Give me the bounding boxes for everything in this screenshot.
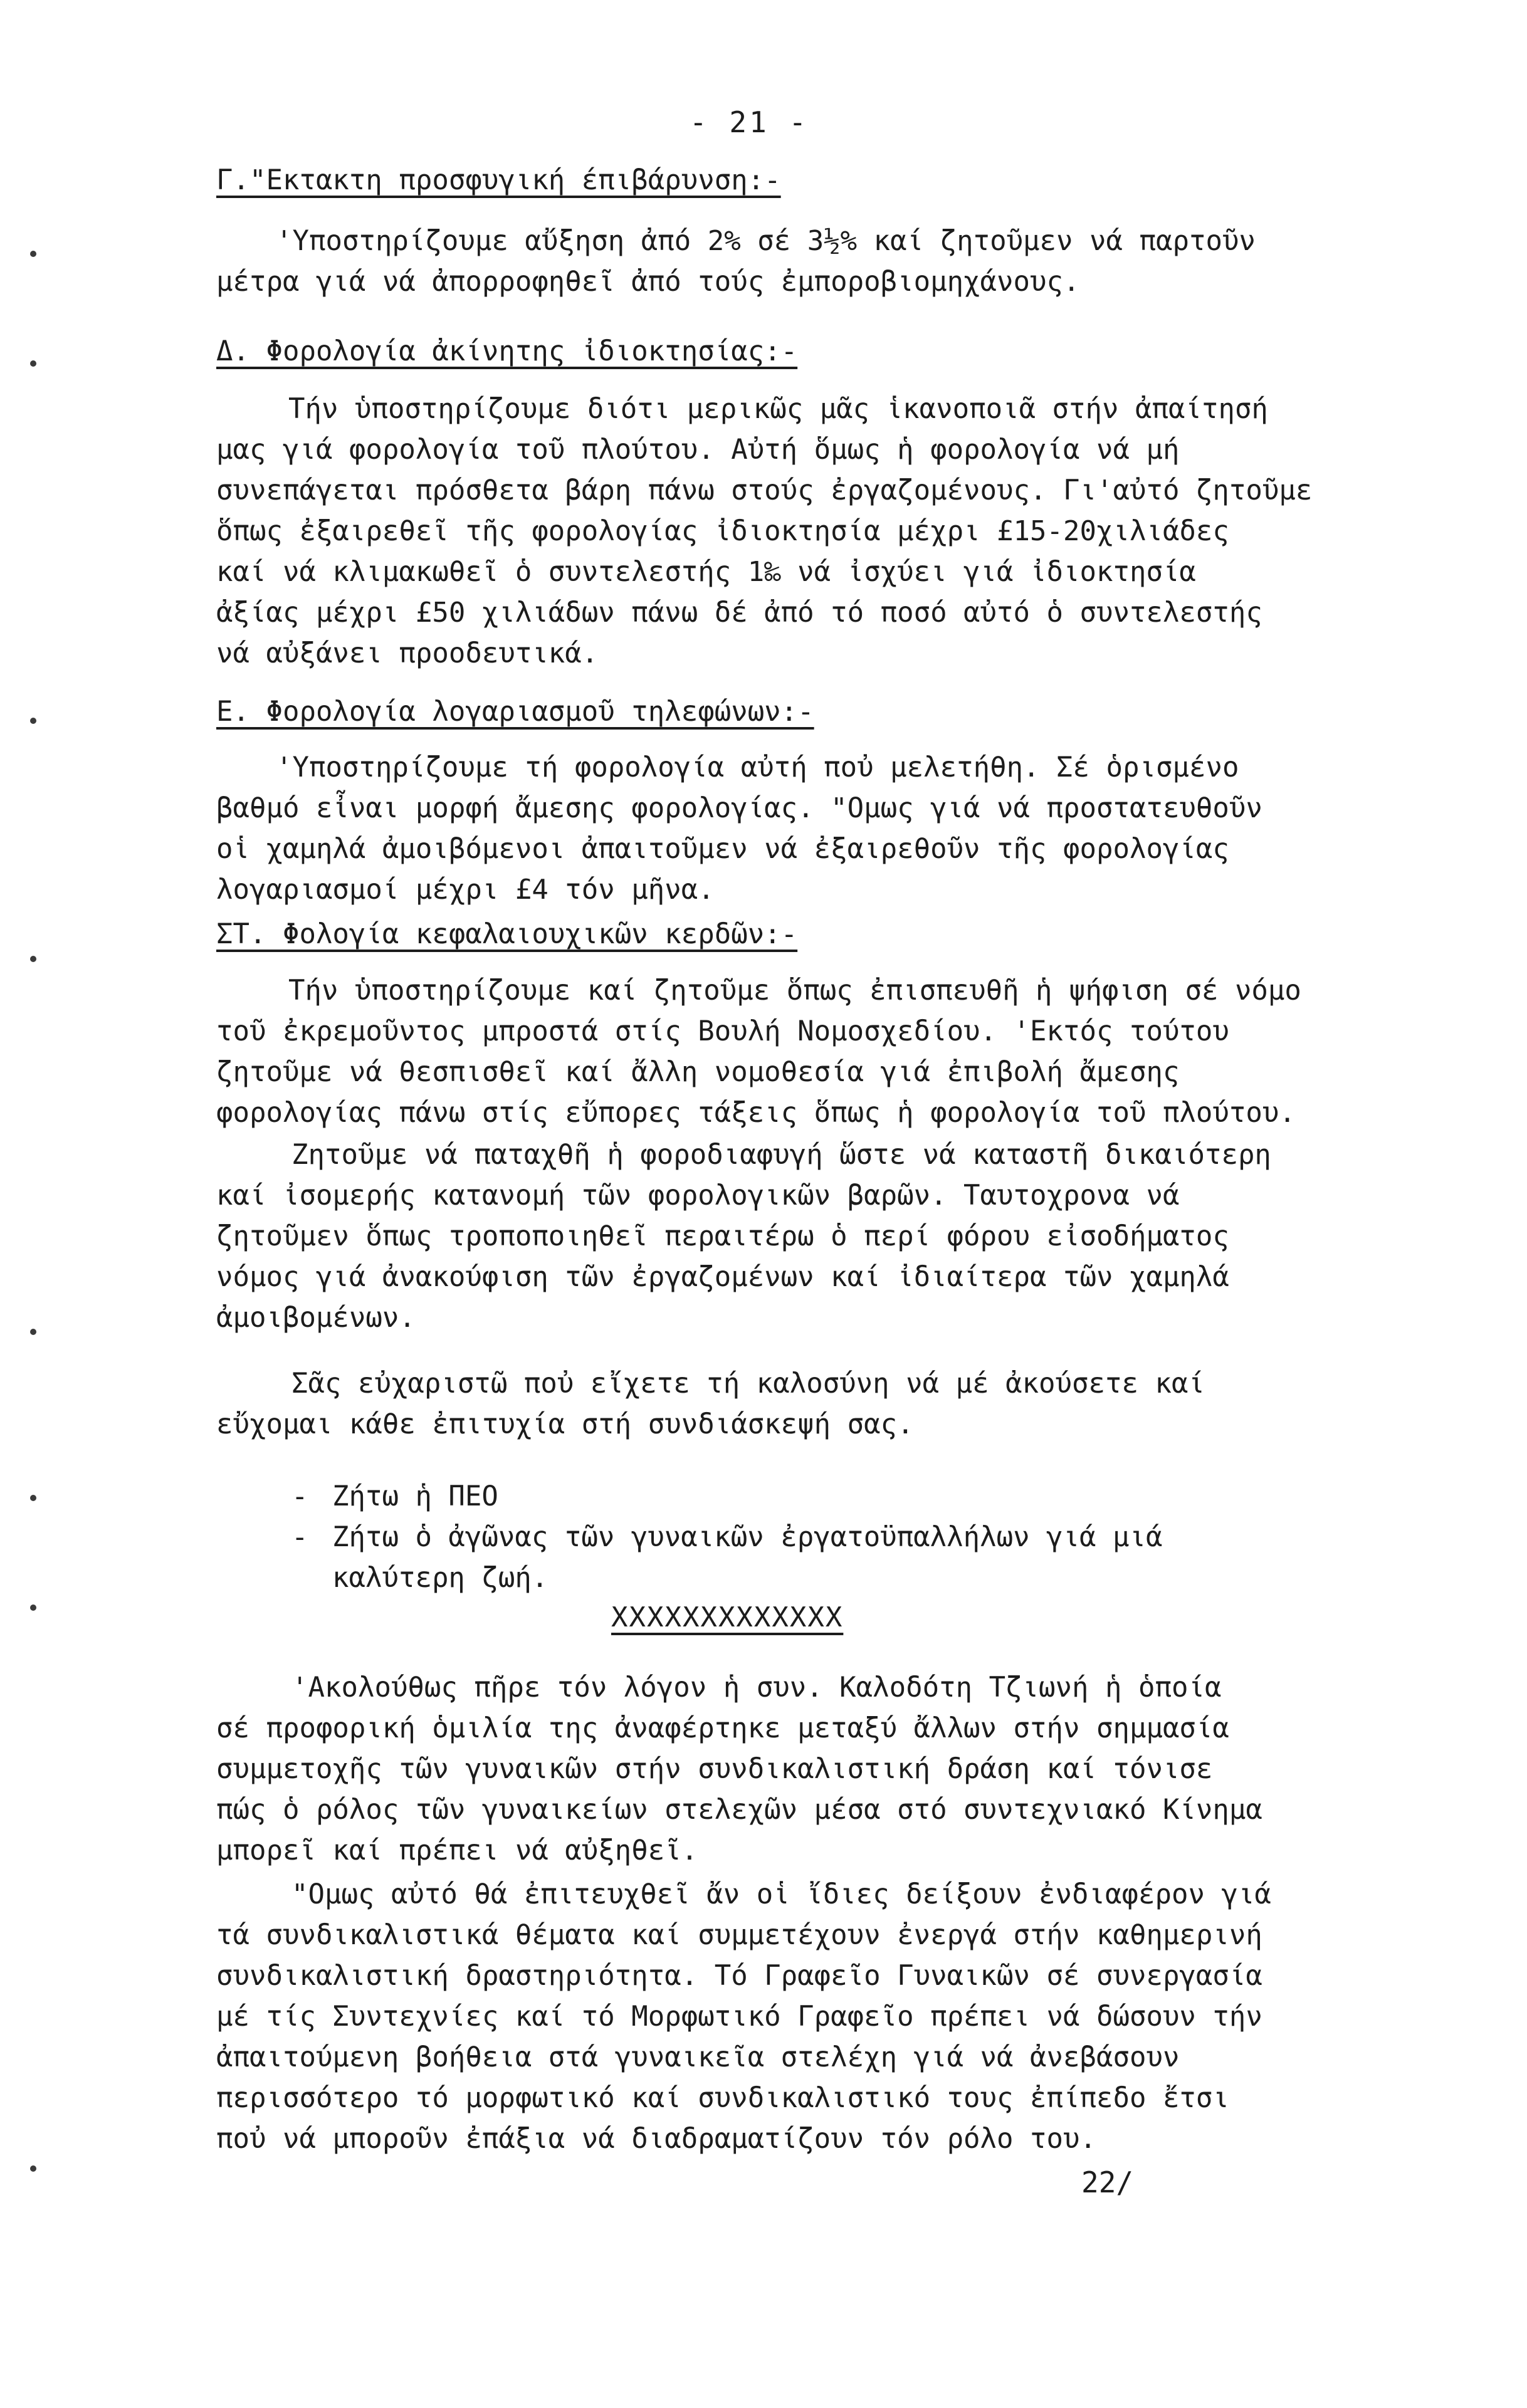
dash-bullet: -: [291, 1521, 308, 1553]
text-line: τά συνδικαλιστικά θέματα καί συμμετέχουν ἐνεργά στήν καθημερινή: [216, 1919, 1262, 1951]
text-line: περισσότερο τό μορφωτικό καί συνδικαλιστικό τους ἐπίπεδο ἔτσι: [216, 2082, 1229, 2114]
scan-speck: [30, 2165, 36, 2172]
text-line: λογαριασμοί μέχρι £4 τόν μῆνα.: [216, 874, 715, 906]
page-number: - 21 -: [690, 105, 809, 139]
slogan-text: Ζήτω ἡ ΠΕΟ: [332, 1480, 498, 1512]
text-line: ποὐ νά μποροῦν ἐπάξια νά διαδραματίζουν τόν ρόλο του.: [216, 2123, 1096, 2155]
scan-speck: [30, 1604, 36, 1611]
continuation-marker: 22/: [1081, 2165, 1134, 2199]
section-heading-sigma-tau: ΣΤ. Φολογία κεφαλαιουχικῶν κερδῶν:-: [216, 918, 798, 950]
text-line: εὔχομαι κάθε ἐπιτυχία στή συνδιάσκεψή σας.: [216, 1408, 914, 1440]
scan-speck: [30, 718, 36, 724]
text-line: μέ τίς Συντεχνίες καί τό Μορφωτικό Γραφεῖο πρέπει νά δώσουν τήν: [216, 2001, 1262, 2033]
text-line: συμμετοχῆς τῶν γυναικῶν στήν συνδικαλιστική δράση καί τόνισε: [216, 1753, 1213, 1785]
dash-bullet: -: [291, 1480, 308, 1512]
text-line: 'Υποστηρίζουμε αὔξηση ἀπό 2% σέ 3½% καί ζητοῦμεν νά παρτοῦν: [276, 225, 1256, 257]
section-heading-epsilon: Ε. Φορολογία λογαριασμοῦ τηλεφώνων:-: [216, 696, 814, 728]
text-line: ζητοῦμεν ὅπως τροποποιηθεῖ περαιτέρω ὁ περί φόρου εἰσοδήματος: [216, 1220, 1229, 1252]
text-line: σέ προφορική ὁμιλία της ἀναφέρτηκε μεταξύ ἄλλων στήν σημμασία: [216, 1712, 1229, 1744]
slogan-text: καλύτερη ζωή.: [332, 1562, 548, 1594]
text-line: ζητοῦμε νά θεσπισθεῖ καί ἄλλη νομοθεσία γιά ἐπιβολή ἄμεσης: [216, 1056, 1180, 1088]
text-line: Σᾶς εὐχαριστῶ ποὐ εἴχετε τή καλοσύνη νά μέ ἀκούσετε καί: [291, 1368, 1205, 1400]
text-line: πώς ὁ ρόλος τῶν γυναικείων στελεχῶν μέσα στό συντεχνιακό Κίνημα: [216, 1794, 1262, 1826]
paragraph-speaker: [216, 1667, 1457, 1871]
section-body-gamma: [216, 221, 1457, 302]
slogan-text: Ζήτω ὁ ἀγῶνας τῶν γυναικῶν ἐργατοϋπαλλήλων γιά μιά: [332, 1521, 1163, 1553]
text-line: Τήν ὑποστηρίζουμε διότι μερικῶς μᾶς ἱκανοποιᾶ στήν ἀπαίτησή: [288, 393, 1268, 425]
paragraph-tax-evasion: [216, 1134, 1457, 1338]
text-line: ἀμοιβομένων.: [216, 1302, 416, 1334]
text-line: συνεπάγεται πρόσθετα βάρη πάνω στούς ἐργαζομένους. Γι'αὐτό ζητοῦμε: [216, 474, 1313, 506]
paragraph-thanks: [216, 1363, 1457, 1445]
scan-speck: [30, 251, 36, 257]
text-line: φορολογίας πάνω στίς εὔπορες τάξεις ὅπως ἡ φορολογία τοῦ πλούτου.: [216, 1097, 1296, 1129]
text-line: οἱ χαμηλά ἀμοιβόμενοι ἀπαιτοῦμεν νά ἐξαιρεθοῦν τῆς φορολογίας: [216, 833, 1229, 865]
text-line: μέτρα γιά νά ἀπορροφηθεῖ ἀπό τούς ἐμποροβιομηχάνους.: [216, 266, 1080, 298]
text-line: νά αὐξάνει προοδευτικά.: [216, 637, 599, 669]
slogan-item: [291, 1517, 1163, 1598]
section-heading-gamma: Γ."Εκτακτη προσφυγική έπιβάρυνση:-: [216, 164, 781, 196]
text-line: μπορεῖ καί πρέπει νά αὐξηθεῖ.: [216, 1835, 698, 1866]
slogan-item: [291, 1476, 498, 1517]
text-line: ὅπως ἐξαιρεθεῖ τῆς φορολογίας ἰδιοκτησία μέχρι £15-20χιλιάδες: [216, 515, 1229, 547]
text-line: ἀπαιτούμενη βοήθεια στά γυναικεῖα στελέχη γιά νά ἀνεβάσουν: [216, 2041, 1180, 2073]
text-line: Τήν ὑποστηρίζουμε καί ζητοῦμε ὅπως ἐπισπευθῆ ἡ ψήφιση σέ νόμο: [288, 975, 1301, 1007]
scan-speck: [30, 956, 36, 962]
paragraph-womens-office: [216, 1874, 1457, 2159]
section-heading-delta: Δ. Φορολογία ἀκίνητης ἰδιοκτησίας:-: [216, 335, 798, 367]
text-line: 'Ακολούθως πῆρε τόν λόγον ἡ συν. Καλοδότη Τζιωνή ἡ ὁποία: [291, 1672, 1222, 1704]
scan-speck: [30, 1329, 36, 1335]
text-line: 'Υποστηρίζουμε τή φορολογία αὐτή ποὐ μελετήθη. Σέ ὁρισμένο: [276, 751, 1239, 783]
section-separator: XXXXXXXXXXXXX: [611, 1601, 844, 1633]
text-line: βαθμό εἶναι μορφή ἄμεσης φορολογίας. "Ομως γιά νά προστατευθοῦν: [216, 792, 1262, 824]
text-line: ἀξίας μέχρι £50 χιλιάδων πάνω δέ ἀπό τό ποσό αὐτό ὁ συντελεστής: [216, 597, 1262, 629]
scan-speck: [30, 360, 36, 367]
text-line: συνδικαλιστική δραστηριότητα. Τό Γραφεῖο Γυναικῶν σέ συνεργασία: [216, 1960, 1262, 1992]
text-line: μας γιά φορολογία τοῦ πλούτου. Αὐτή ὅμως ἡ φορολογία νά μή: [216, 434, 1180, 466]
section-body-delta: [216, 389, 1457, 674]
text-line: τοῦ ἐκρεμοῦντος μπροστά στίς Βουλή Νομοσχεδίου. 'Εκτός τούτου: [216, 1015, 1229, 1047]
text-line: καί νά κλιμακωθεῖ ὁ συντελεστής 1‰ νά ἰσχύει γιά ἰδιοκτησία: [216, 556, 1196, 588]
text-line: καί ἰσομερής κατανομή τῶν φορολογικῶν βαρῶν. Ταυτοχρονα νά: [216, 1180, 1180, 1212]
section-body-epsilon: [216, 747, 1457, 910]
scan-speck: [30, 1495, 36, 1501]
text-line: νόμος γιά ἀνακούφιση τῶν ἐργαζομένων καί ἰδιαίτερα τῶν χαμηλά: [216, 1261, 1229, 1293]
section-body-sigma-tau: [216, 970, 1457, 1133]
text-line: Ζητοῦμε νά παταχθῆ ἡ φοροδιαφυγή ὥστε νά καταστῆ δικαιότερη: [291, 1139, 1271, 1171]
text-line: "Ομως αὐτό θά ἐπιτευχθεῖ ἄν οἱ ἴδιες δείξουν ἐνδιαφέρον γιά: [291, 1878, 1271, 1910]
